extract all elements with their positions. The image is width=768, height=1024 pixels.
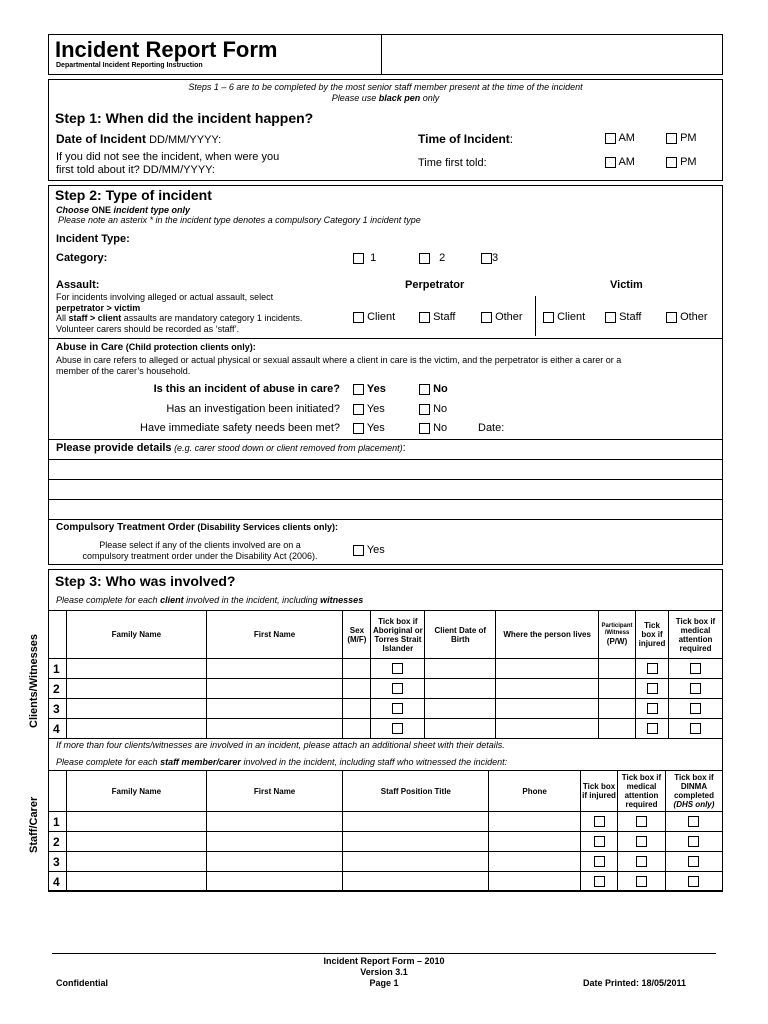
cto-yes-option[interactable]: Yes [353, 544, 385, 556]
table-row: 4 [49, 872, 723, 892]
instructions-line1: Steps 1 – 6 are to be completed by the most senior staff member present at the time of the incident [188, 82, 583, 92]
time-first-told-label: Time first told: [418, 157, 487, 169]
pm-checkbox[interactable] [666, 133, 677, 144]
footer-version: Version 3.1 [360, 967, 408, 977]
col-staff-first-name: First Name [206, 771, 343, 812]
page-title: Incident Report Form [55, 37, 278, 62]
choose-one-note: Choose ONE incident type only [56, 205, 191, 215]
category-1-option[interactable]: 1 [353, 252, 376, 264]
medical-checkbox[interactable] [690, 703, 701, 714]
col-staff-phone: Phone [489, 771, 581, 812]
aboriginal-checkbox[interactable] [392, 703, 403, 714]
table-row: 1 [49, 659, 723, 679]
col-participant-witness: Participant /Witness (P/W) [599, 611, 636, 659]
perp-other-option[interactable]: Other [481, 311, 523, 323]
table-row: 4 [49, 719, 723, 739]
category-2-option[interactable]: 2 [419, 252, 445, 264]
page-subtitle: Departmental Incident Reporting Instruction [56, 62, 203, 69]
col-sex: Sex (M/F) [343, 611, 371, 659]
perp-other-checkbox[interactable] [481, 312, 492, 323]
staff-medical-checkbox[interactable] [636, 856, 647, 867]
injured-checkbox[interactable] [647, 723, 658, 734]
col-staff-dinma: Tick box if DINMA completed (DHS only) [665, 771, 722, 812]
q1-yes-option[interactable]: Yes [353, 383, 386, 395]
q1-yes-checkbox[interactable] [353, 384, 364, 395]
staff-medical-checkbox[interactable] [636, 876, 647, 887]
medical-checkbox[interactable] [690, 723, 701, 734]
col-family-name: Family Name [66, 611, 206, 659]
assault-instructions: For incidents involving alleged or actual assault, select perpetrator > victim All staff > client assaults are mandatory category 1 incidents. Volunteer carers should be recorded as ‘staff’. [56, 292, 303, 334]
injured-checkbox[interactable] [647, 683, 658, 694]
step2-title: Step 2: Type of incident [55, 187, 212, 203]
assault-label: Assault: [56, 279, 100, 291]
clients-witnesses-side-label: Clients/Witnesses [28, 633, 40, 728]
abuse-in-care-desc: Abuse in care refers to alleged or actual physical or sexual assault where a client in care is the victim, and the perpetrator is either a carer or a member of the carer’s household. [56, 355, 622, 376]
incident-type-label: Incident Type: [56, 233, 130, 245]
asterix-note: Please note an asterix * in the incident type denotes a compulsory Category 1 incident type [58, 215, 421, 225]
footer-page: Page 1 [369, 978, 399, 988]
perp-client-checkbox[interactable] [353, 312, 364, 323]
staff-table [48, 770, 723, 892]
cto-title: Compulsory Treatment Order (Disability Services clients only): [56, 522, 338, 533]
staff-injured-checkbox[interactable] [594, 836, 605, 847]
victim-other-option[interactable]: Other [666, 311, 708, 323]
step3-title: Step 3: Who was involved? [55, 573, 236, 589]
category-3-checkbox[interactable] [481, 253, 492, 264]
table-row: 1 [49, 812, 723, 832]
abuse-in-care-title: Abuse in Care (Child protection clients only): [56, 342, 256, 353]
aboriginal-checkbox[interactable] [392, 663, 403, 674]
q2-no-option[interactable]: No [419, 403, 447, 415]
victim-staff-option[interactable]: Staff [605, 311, 642, 323]
staff-dinma-checkbox[interactable] [688, 876, 699, 887]
q2-no-checkbox[interactable] [419, 404, 430, 415]
staff-medical-checkbox[interactable] [636, 816, 647, 827]
staff-note: Please complete for each staff member/carer involved in the incident, including staff who witnessed the incident: [56, 757, 508, 767]
told-am-checkbox[interactable] [605, 157, 616, 168]
perp-staff-option[interactable]: Staff [419, 311, 456, 323]
am-checkbox[interactable] [605, 133, 616, 144]
staff-injured-checkbox[interactable] [594, 876, 605, 887]
victim-other-checkbox[interactable] [666, 312, 677, 323]
col-staff-family-name: Family Name [66, 771, 206, 812]
q2-yes-option[interactable]: Yes [353, 403, 385, 415]
victim-staff-checkbox[interactable] [605, 312, 616, 323]
q3-no-option[interactable]: No [419, 422, 447, 434]
instructions-line2: Please use black pen only [331, 93, 440, 103]
cto-text: Please select if any of the clients involved are on a compulsory treatment order under the Disability Act (2006). [82, 540, 318, 561]
table-row: 3 [49, 699, 723, 719]
col-medical: Tick box if medical attention required [669, 611, 723, 659]
perp-client-option[interactable]: Client [353, 311, 395, 323]
victim-label: Victim [610, 279, 643, 291]
details-line-2[interactable] [49, 480, 722, 499]
col-dob: Client Date of Birth [425, 611, 496, 659]
aboriginal-checkbox[interactable] [392, 723, 403, 734]
clients-table [48, 610, 723, 739]
medical-checkbox[interactable] [690, 683, 701, 694]
col-staff-injured: Tick box if injured [581, 771, 618, 812]
medical-checkbox[interactable] [690, 663, 701, 674]
col-aboriginal: Tick box if Aboriginal or Torres Strait Islander [371, 611, 425, 659]
category-label: Category: [56, 252, 108, 264]
step1-title: Step 1: When did the incident happen? [55, 110, 314, 126]
col-injured: Tick box if injured [636, 611, 669, 659]
q1-no-checkbox[interactable] [419, 384, 430, 395]
more-clients-note: If more than four clients/witnesses are involved in an incident, please attach an additional sheet with their details. [56, 740, 505, 750]
q-abuse-in-care: Is this an incident of abuse in care? [153, 383, 340, 395]
injured-checkbox[interactable] [647, 703, 658, 714]
category-3-option[interactable]: 3 [481, 252, 498, 264]
victim-client-checkbox[interactable] [543, 312, 554, 323]
table-row: 3 [49, 852, 723, 872]
details-label: Please provide details (e.g. carer stood down or client removed from placement): [56, 442, 406, 454]
col-staff-position: Staff Position Title [343, 771, 489, 812]
cto-yes-checkbox[interactable] [353, 545, 364, 556]
perp-staff-checkbox[interactable] [419, 312, 430, 323]
victim-client-option[interactable]: Client [543, 311, 585, 323]
staff-dinma-checkbox[interactable] [688, 816, 699, 827]
q2-yes-checkbox[interactable] [353, 404, 364, 415]
details-line-3[interactable] [49, 500, 722, 519]
category-1-checkbox[interactable] [353, 253, 364, 264]
staff-medical-checkbox[interactable] [636, 836, 647, 847]
staff-dinma-checkbox[interactable] [688, 856, 699, 867]
told-am-option[interactable]: AM [605, 156, 635, 168]
details-line-1[interactable] [49, 460, 722, 479]
col-staff-medical: Tick box if medical attention required [618, 771, 666, 812]
injured-checkbox[interactable] [647, 663, 658, 674]
told-pm-option[interactable]: PM [666, 156, 697, 168]
staff-injured-checkbox[interactable] [594, 816, 605, 827]
pm-option[interactable]: PM [666, 132, 697, 144]
staff-injured-checkbox[interactable] [594, 856, 605, 867]
q1-no-option[interactable]: No [419, 383, 448, 395]
col-first-name: First Name [206, 611, 343, 659]
staff-dinma-checkbox[interactable] [688, 836, 699, 847]
q-safety-needs: Have immediate safety needs been met? [140, 422, 340, 434]
q-investigation: Has an investigation been initiated? [166, 403, 340, 415]
footer-date-printed: Date Printed: 18/05/2011 [583, 978, 687, 988]
perpetrator-label: Perpetrator [405, 279, 465, 291]
date-of-incident-label: Date of Incident DD/MM/YYYY: [56, 132, 222, 146]
am-option[interactable]: AM [605, 132, 635, 144]
told-pm-checkbox[interactable] [666, 157, 677, 168]
col-lives: Where the person lives [496, 611, 599, 659]
staff-carer-side-label: Staff/Carer [28, 796, 40, 853]
footer-form-name: Incident Report Form – 2010 [323, 956, 445, 966]
not-seen-label: If you did not see the incident, when were you first told about it? DD/MM/YYYY: [56, 151, 280, 176]
date-label: Date: [478, 422, 505, 434]
q3-yes-checkbox[interactable] [353, 423, 364, 434]
table-row: 2 [49, 679, 723, 699]
category-2-checkbox[interactable] [419, 253, 430, 264]
table-row: 2 [49, 832, 723, 852]
q3-no-checkbox[interactable] [419, 423, 430, 434]
q3-yes-option[interactable]: Yes [353, 422, 385, 434]
footer-confidential: Confidential [56, 978, 108, 988]
aboriginal-checkbox[interactable] [392, 683, 403, 694]
time-of-incident-label: Time of Incident: [418, 132, 514, 146]
clients-note: Please complete for each client involved in the incident, including witnesses [56, 595, 364, 605]
